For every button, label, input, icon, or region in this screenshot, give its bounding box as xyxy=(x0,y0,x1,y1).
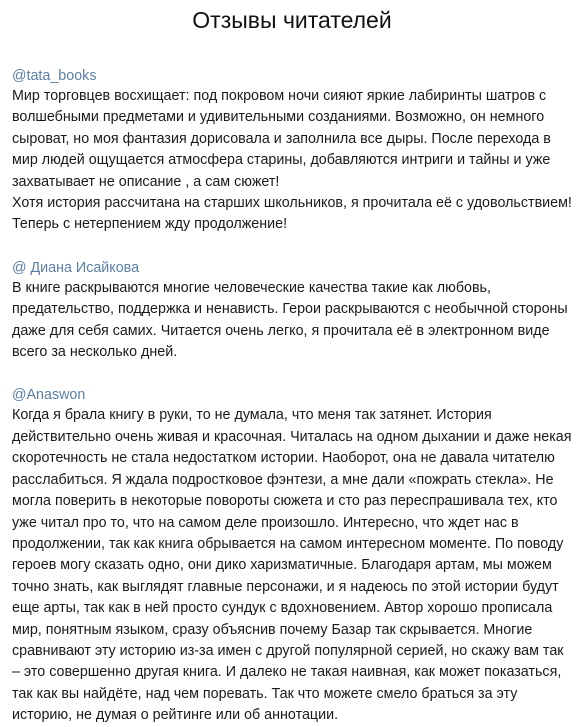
review-item xyxy=(12,258,572,364)
review-paragraph: Мир торговцев восхищает: под покровом ночи сияют яркие лабиринты шатров с волшебными предметами и удивительными созданиями. Возможно, он немного сыроват, но моя фантазия дорисовала и заполнила все дыры. После перехода в мир людей ощущается атмосфера старины, добавляются интриги и тайны и уже захватывает не описание , а сам сюжет! xyxy=(12,88,551,190)
review-author[interactable]: @Anaswon xyxy=(12,387,86,404)
review-paragraph: В книге раскрываются многие человеческие качества такие как любовь, предательство, поддержка и ненависть. Герои раскрываются с необычной стороны даже для себя самих. Читается очень легко, я прочитала её в электронном виде всего за несколько дней. xyxy=(12,279,568,361)
review-text xyxy=(12,278,572,364)
review-item xyxy=(12,66,572,236)
review-text xyxy=(12,405,572,726)
review-author[interactable]: @tata_books xyxy=(12,68,97,84)
page-title: Отзывы читателей xyxy=(192,7,392,33)
review-author[interactable]: @ Диана Исайкова xyxy=(12,259,140,276)
reviews-list xyxy=(12,66,572,727)
review-item xyxy=(12,385,572,726)
review-paragraph: Когда я брала книгу в руки, то не думала, что меня так затянет. История действительно очень живая и красочная. Читалась на одном дыхании и даже некая скоротечность не стала недостатком истории. Наоборот, она не давала читателю расслабиться. Я ждала подростковое фэнтези, а мне дали «пожрать стекла». Не могла поверить в некоторые повороты сюжета и сто раз переспрашивала тех, кто уже читал про то, что на самом деле произошло. Интересно, что ждет нас в продолжении, так как книга обрывается на самом интересном моменте. По поводу героев могу сказать одно, они дико харизматичные. Благодаря артам, мы можем точно знать, как выглядят главные персонажи, и я надеюсь по этой истории будут еще арты, так как в ней просто сундук с вдохновением. Автор хорошо прописала мир, понятным языком, сразу объяснив почему Базар так скрывается. Многие сравнивают эту историю из-за имен с другой популярной серией, но скажу вам так – это совершенно другая книга. И далеко не такая наивная, как может показаться, так как вы найдёте, над чем поревать. Так что можете смело браться за эту историю, не думая о рейтинге или об аннотации. xyxy=(12,407,572,724)
review-paragraph: Хотя история рассчитана на старших школьников, я прочитала её с удовольствием! Теперь с нетерпением жду продолжение! xyxy=(12,195,572,233)
review-text xyxy=(12,86,572,236)
